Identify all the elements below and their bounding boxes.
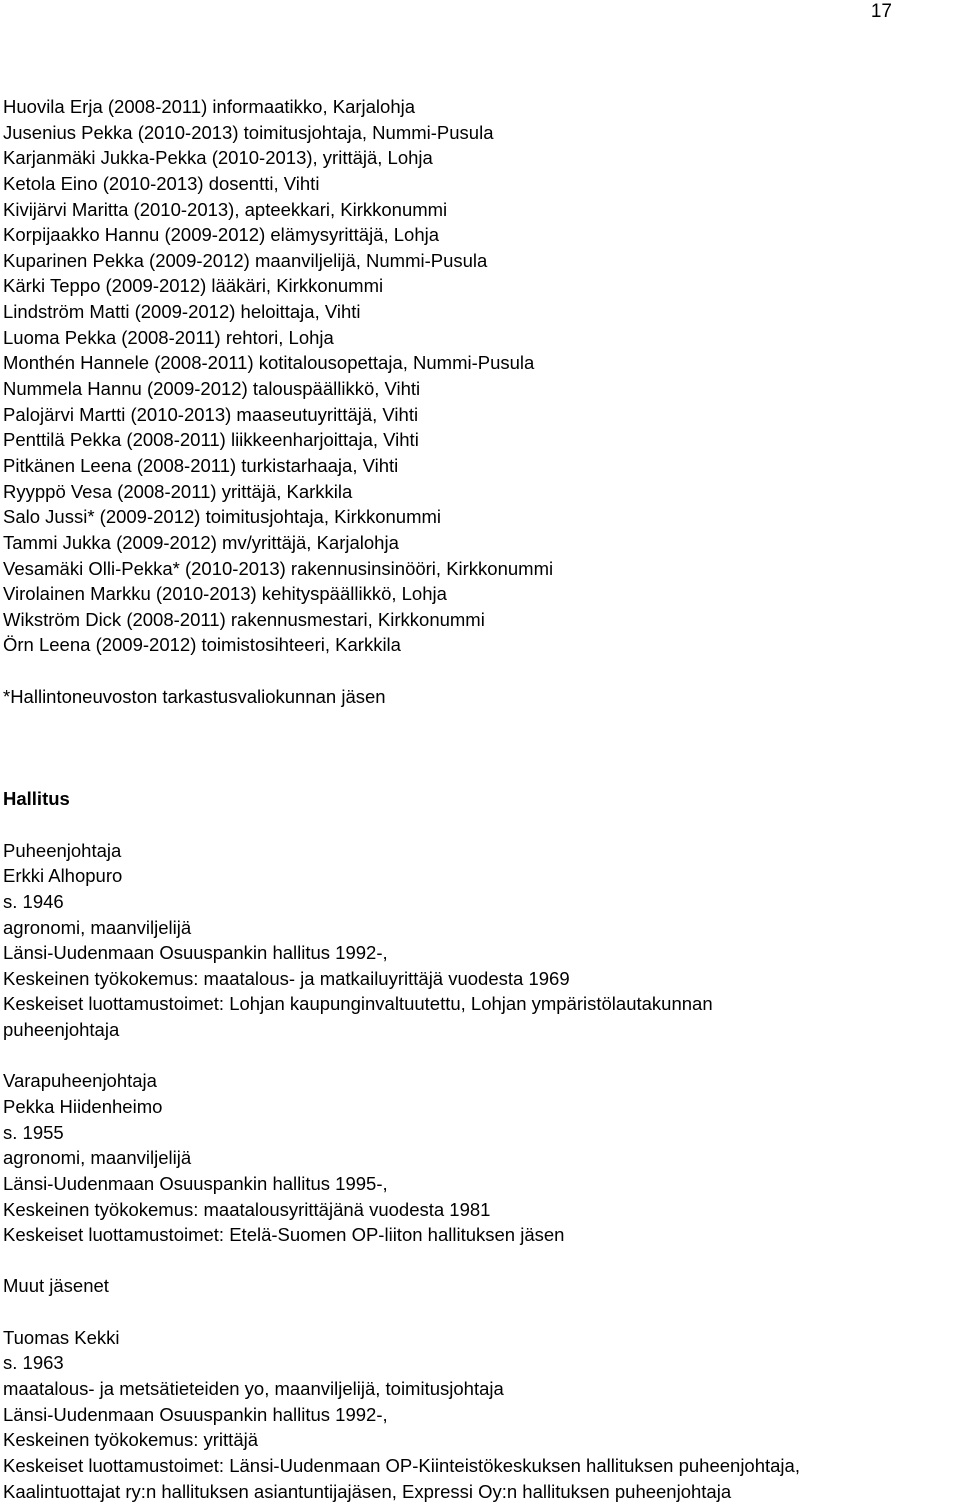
chair-experience: Keskeinen työkokemus: maatalous- ja matkailuyrittäjä vuodesta 1969 <box>3 967 570 989</box>
chair-board-membership: Länsi-Uudenmaan Osuuspankin hallitus 1992-, <box>3 942 388 964</box>
other-members-heading: Muut jäsenet <box>3 1275 109 1297</box>
vice-chair-role: Varapuheenjohtaja <box>3 1070 157 1092</box>
list-item: Virolainen Markku (2010-2013) kehityspäällikkö, Lohja <box>3 583 447 605</box>
document-body <box>3 94 953 1504</box>
chair-name: Erkki Alhopuro <box>3 865 123 887</box>
list-item: Palojärvi Martti (2010-2013) maaseutuyrittäjä, Vihti <box>3 403 419 425</box>
vice-chair-experience: Keskeinen työkokemus: maatalousyrittäjänä vuodesta 1981 <box>3 1198 491 1220</box>
list-item: Nummela Hannu (2009-2012) talouspäällikkö, Vihti <box>3 378 421 400</box>
list-item: Pitkänen Leena (2008-2011) turkistarhaaja, Vihti <box>3 454 399 476</box>
list-item: Penttilä Pekka (2008-2011) liikkeenharjoittaja, Vihti <box>3 429 419 451</box>
list-item: Wikström Dick (2008-2011) rakennusmestari, Kirkkonummi <box>3 608 485 630</box>
vice-chair-name: Pekka Hiidenheimo <box>3 1095 163 1117</box>
member-list <box>3 94 953 658</box>
vice-chair-born: s. 1955 <box>3 1121 64 1143</box>
member-education: maatalous- ja metsätieteiden yo, maanviljelijä, toimitusjohtaja <box>3 1378 504 1400</box>
vice-chair-board-membership: Länsi-Uudenmaan Osuuspankin hallitus 1995-, <box>3 1172 388 1194</box>
list-item: Lindström Matti (2009-2012) heloittaja, Vihti <box>3 301 361 323</box>
list-item: Jusenius Pekka (2010-2013) toimitusjohtaja, Nummi-Pusula <box>3 121 494 143</box>
list-item: Huovila Erja (2008-2011) informaatikko, Karjalohja <box>3 96 416 117</box>
list-item: Salo Jussi* (2009-2012) toimitusjohtaja, Kirkkonummi <box>3 506 442 528</box>
member-name: Tuomas Kekki <box>3 1326 120 1348</box>
member-positions: Keskeiset luottamustoimet: Länsi-Uudenmaan OP-Kiinteistökeskuksen hallituksen puheenjohtaja, <box>3 1454 800 1476</box>
board-chair-block <box>3 838 953 1043</box>
chair-positions-cont: puheenjohtaja <box>3 1019 120 1041</box>
list-item: Tammi Jukka (2009-2012) mv/yrittäjä, Karjalohja <box>3 531 399 553</box>
board-vice-chair-block <box>3 1068 953 1247</box>
footnote: *Hallintoneuvoston tarkastusvaliokunnan jäsen <box>3 685 386 707</box>
list-item: Luoma Pekka (2008-2011) rehtori, Lohja <box>3 326 334 348</box>
chair-role: Puheenjohtaja <box>3 839 122 861</box>
member-board-membership: Länsi-Uudenmaan Osuuspankin hallitus 1992-, <box>3 1403 388 1425</box>
chair-born: s. 1946 <box>3 890 64 912</box>
member-born: s. 1963 <box>3 1352 64 1374</box>
list-item: Kivijärvi Maritta (2010-2013), apteekkari, Kirkkonummi <box>3 198 448 220</box>
vice-chair-positions: Keskeiset luottamustoimet: Etelä-Suomen OP-liiton hallituksen jäsen <box>3 1224 565 1246</box>
list-item: Vesamäki Olli-Pekka* (2010-2013) rakennusinsinööri, Kirkkonummi <box>3 557 554 579</box>
list-item: Ketola Eino (2010-2013) dosentti, Vihti <box>3 172 320 194</box>
list-item: Karjanmäki Jukka-Pekka (2010-2013), yrittäjä, Lohja <box>3 147 433 169</box>
board-member-block <box>3 1325 953 1504</box>
list-item: Örn Leena (2009-2012) toimistosihteeri, Karkkila <box>3 634 401 656</box>
chair-positions: Keskeiset luottamustoimet: Lohjan kaupunginvaltuutettu, Lohjan ympäristölautakunnan <box>3 993 713 1015</box>
list-item: Monthén Hannele (2008-2011) kotitalousopettaja, Nummi-Pusula <box>3 352 535 374</box>
member-positions-cont: Kaalintuottajat ry:n hallituksen asiantuntijajäsen, Expressi Oy:n hallituksen puheenjohtaja <box>3 1480 732 1502</box>
chair-education: agronomi, maanviljelijä <box>3 916 192 938</box>
list-item: Kuparinen Pekka (2009-2012) maanviljelijä, Nummi-Pusula <box>3 249 488 271</box>
page-number: 17 <box>870 1 892 22</box>
list-item: Korpijaakko Hannu (2009-2012) elämysyrittäjä, Lohja <box>3 224 440 246</box>
list-item: Kärki Teppo (2009-2012) lääkäri, Kirkkonummi <box>3 275 384 297</box>
section-heading-board: Hallitus <box>3 788 70 810</box>
list-item: Ryyppö Vesa (2008-2011) yrittäjä, Karkkila <box>3 480 353 502</box>
vice-chair-education: agronomi, maanviljelijä <box>3 1147 192 1169</box>
member-experience: Keskeinen työkokemus: yrittäjä <box>3 1429 259 1451</box>
